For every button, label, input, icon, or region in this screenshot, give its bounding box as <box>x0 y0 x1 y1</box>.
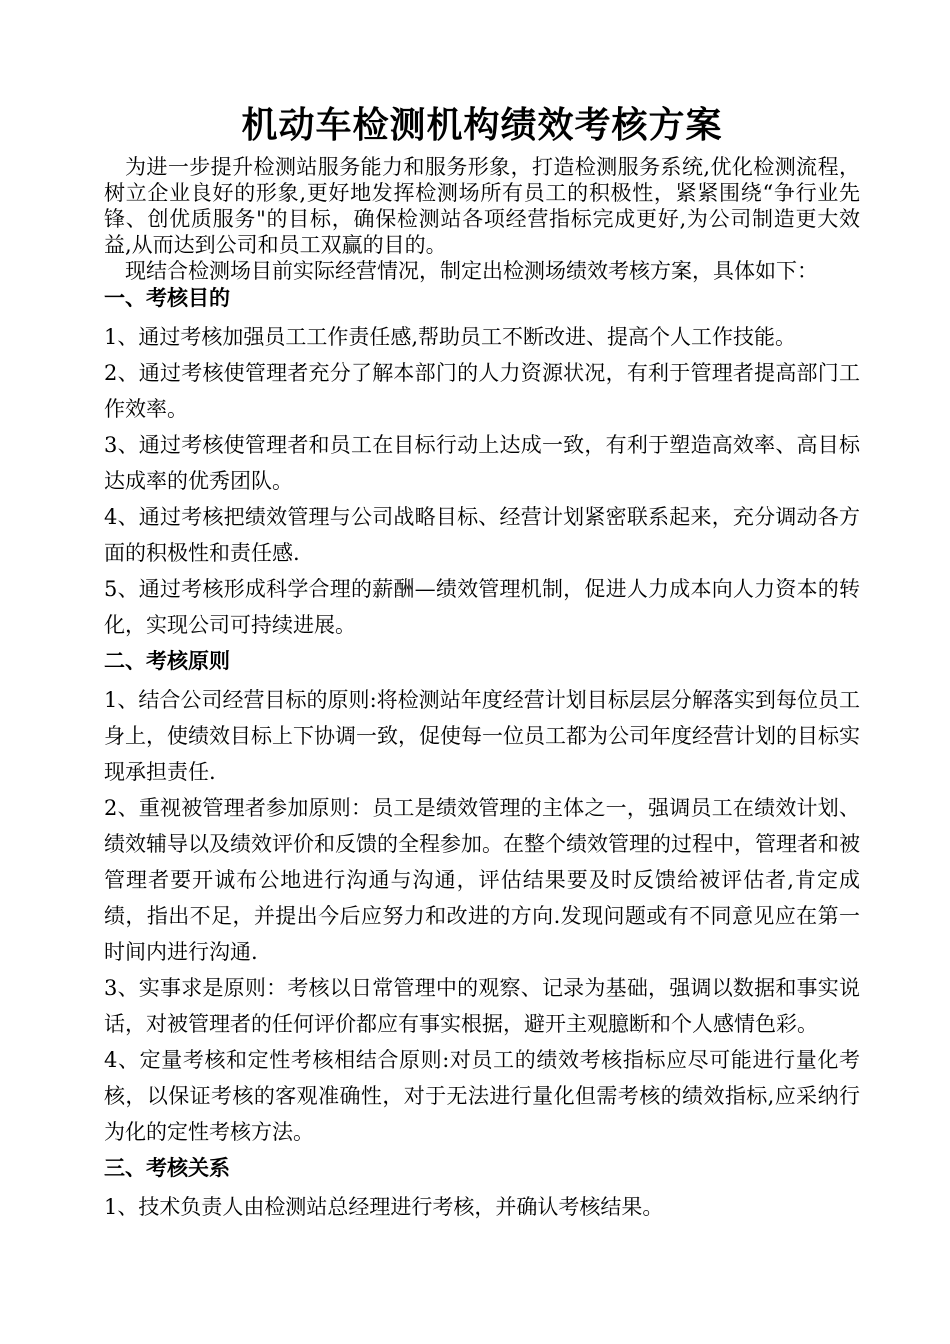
purpose-item-2: 2、通过考核使管理者充分了解本部门的人力资源状况，有利于管理者提高部门工作效率。 <box>104 361 860 421</box>
purpose-item-3: 3、通过考核使管理者和员工在目标行动上达成一致，有利于塑造高效率、高目标达成率的优秀团队。 <box>104 433 860 493</box>
principle-item-1: 1、结合公司经营目标的原则:将检测站年度经营计划目标层层分解落实到每位员工身上，使绩效目标上下协调一致，促使每一位员工都为公司年度经营计划的目标实现承担责任. <box>104 688 860 784</box>
purpose-item-4: 4、通过考核把绩效管理与公司战略目标、经营计划紧密联系起来，充分调动各方面的积极性和责任感. <box>104 505 860 565</box>
section-heading-relations: 三、考核关系 <box>104 1155 230 1180</box>
relation-item-1: 1、技术负责人由检测站总经理进行考核，并确认考核结果。 <box>104 1195 664 1219</box>
section-heading-purpose: 一、考核目的 <box>104 285 230 310</box>
principle-item-3: 3、实事求是原则：考核以日常管理中的观察、记录为基础，强调以数据和事实说话，对被管理者的任何评价都应有事实根据，避开主观臆断和个人感情色彩。 <box>104 976 860 1036</box>
intro-paragraph-2: 现结合检测场目前实际经营情况，制定出检测场绩效考核方案，具体如下： <box>125 259 818 283</box>
section-heading-principles: 二、考核原则 <box>104 648 230 673</box>
document-title: 机动车检测机构绩效考核方案 <box>241 104 723 146</box>
principle-item-4: 4、定量考核和定性考核相结合原则:对员工的绩效考核指标应尽可能进行量化考核，以保证考核的客观准确性，对于无法进行量化但需考核的绩效指标,应采纳行为化的定性考核方法。 <box>104 1048 860 1144</box>
purpose-item-1: 1、通过考核加强员工工作责任感,帮助员工不断改进、提高个人工作技能。 <box>104 325 797 349</box>
document-page <box>104 96 860 1225</box>
principle-item-2: 2、重视被管理者参加原则：员工是绩效管理的主体之一，强调员工在绩效计划、绩效辅导以及绩效评价和反馈的全程参加。在整个绩效管理的过程中，管理者和被管理者要开诚布公地进行沟通与沟通，评估结果要及时反馈给被评估者,肯定成绩，指出不足，并提出今后应努力和改进的方向.发现问题或有不同意见应在第一时间内进行沟通. <box>104 796 860 964</box>
purpose-item-5: 5、通过考核形成科学合理的薪酬—绩效管理机制，促进人力成本向人力资本的转化，实现公司可持续进展。 <box>104 577 860 637</box>
intro-paragraph-1: 为进一步提升检测站服务能力和服务形象，打造检测服务系统,优化检测流程，树立企业良好的形象,更好地发挥检测场所有员工的积极性，紧紧围绕“争行业先锋、创优质服务"的目标，确保检测站各项经营指标完成更好,为公司制造更大效益,从而达到公司和员工双赢的目的。 <box>104 155 860 257</box>
